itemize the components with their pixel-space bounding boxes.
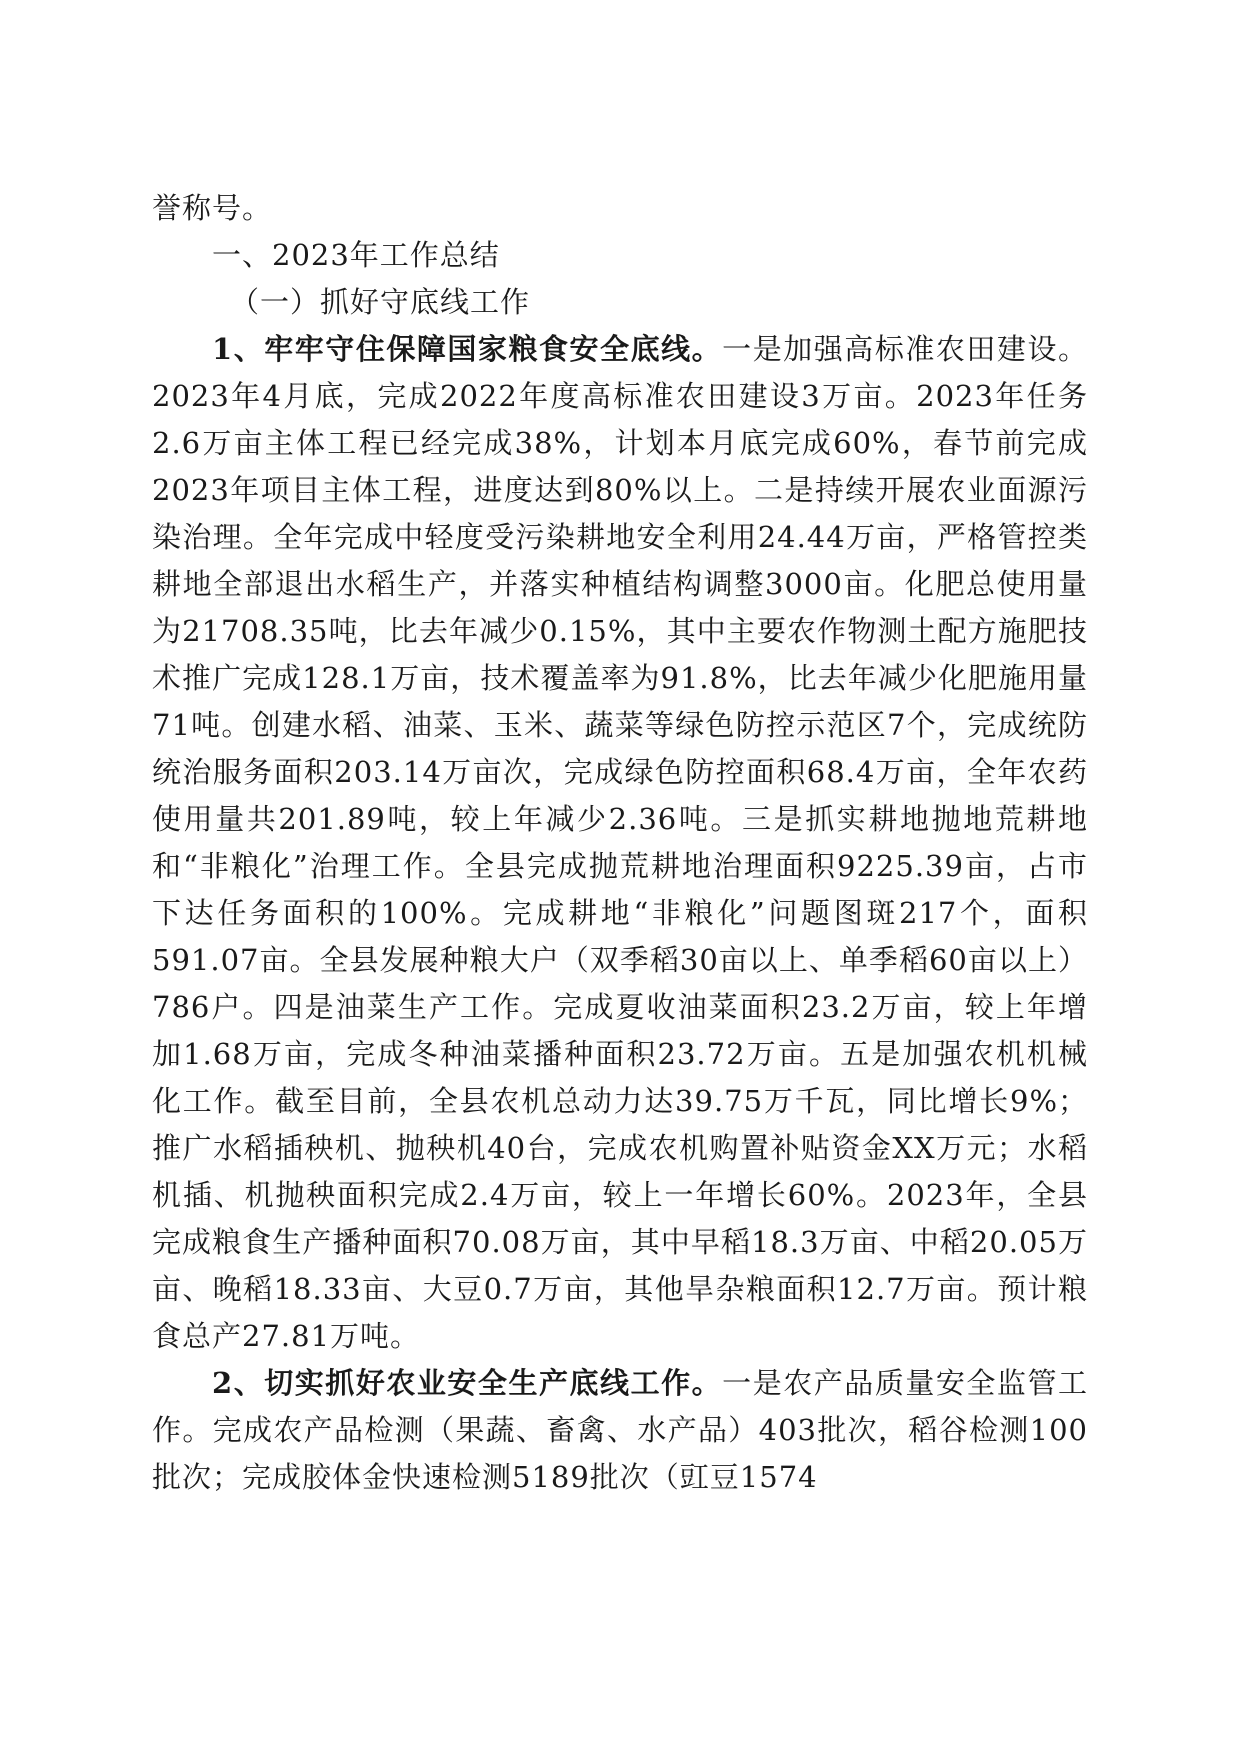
document-page xyxy=(152,185,1088,1501)
paragraph-body: 一是加强高标准农田建设。2023年4月底，完成2022年度高标准农田建设3万亩。2023年任务2.6万亩主体工程已经完成38%，计划本月底完成60%，春节前完成2023年项目主体工程，进度达到80%以上。二是持续开展农业面源污染治理。全年完成中轻度受污染耕地安全利用24.44万亩，严格管控类耕地全部退出水稻生产，并落实种植结构调整3000亩。化肥总使用量为21708.35吨，比去年减少0.15%，其中主要农作物测土配方施肥技术推广完成128.1万亩，技术覆盖率为91.8%，比去年减少化肥施用量71吨。创建水稻、油菜、玉米、蔬菜等绿色防控示范区7个，完成统防统治服务面积203.14万亩次，完成绿色防控面积68.4万亩，全年农药使用量共201.89吨，较上年减少2.36吨。三是抓实耕地抛地荒耕地和“非粮化”治理工作。全县完成抛荒耕地治理面积9225.39亩，占市下达任务面积的100%。完成耕地“非粮化”问题图斑217个，面积591.07亩。全县发展种粮大户（双季稻30亩以上、单季稻60亩以上）786户。四是油菜生产工作。完成夏收油菜面积23.2万亩，较上年增加1.68万亩，完成冬种油菜播种面积23.72万亩。五是加强农机机械化工作。截至目前，全县农机总动力达39.75万千瓦，同比增长9%；推广水稻插秧机、抛秧机40台，完成农机购置补贴资金XX万元；水稻机插、机抛秧面积完成2.4万亩，较上一年增长60%。2023年，全县完成粮食生产播种面积70.08万亩，其中早稻18.3万亩、中稻20.05万亩、晚稻18.33亩、大豆0.7万亩，其他旱杂粮面积12.7万亩。预计粮食总产27.81万吨。 xyxy=(152,332,1088,1353)
paragraph-safety-production xyxy=(152,1360,1088,1501)
paragraph-grain-security xyxy=(152,326,1088,1360)
carryover-text: 誉称号。 xyxy=(152,191,273,225)
paragraph-lead: 2、切实抓好农业安全生产底线工作。 xyxy=(212,1366,723,1400)
paragraph-lead: 1、牢牢守住保障国家粮食安全底线。 xyxy=(212,332,723,366)
paragraph-body: 一是农产品质量安全监管工作。完成农产品检测（果蔬、畜禽、水产品）403批次，稻谷检测100批次；完成胶体金快速检测5189批次（豇豆1574 xyxy=(152,1366,1088,1494)
section-heading: 一、2023年工作总结 xyxy=(212,238,500,272)
subsection-heading: （一）抓好守底线工作 xyxy=(230,285,531,319)
